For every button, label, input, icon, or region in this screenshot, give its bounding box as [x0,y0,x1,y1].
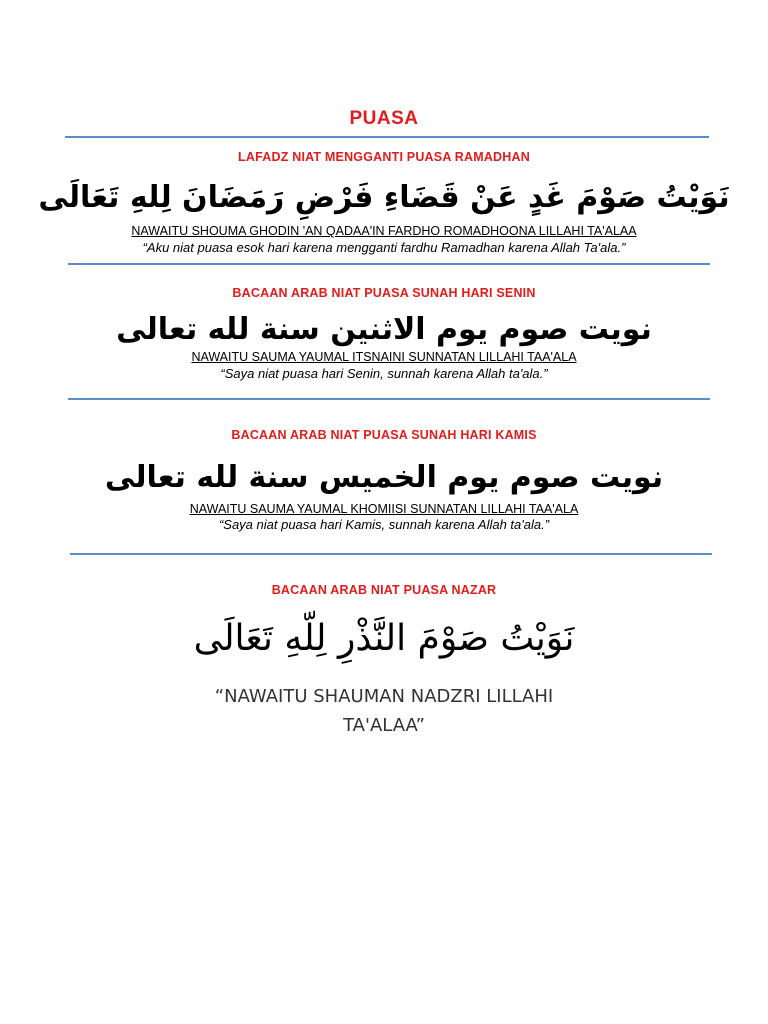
divider [68,398,710,400]
section-heading: BACAAN ARAB NIAT PUASA SUNAH HARI KAMIS [231,428,537,442]
meaning-text: “Saya niat puasa hari Senin, sunnah karena Allah ta'ala.” [220,366,548,381]
meaning-text: “Saya niat puasa hari Kamis, sunnah karena Allah ta'ala.” [218,517,550,532]
latin-transliteration: NAWAITU SAUMA YAUMAL KHOMIISI SUNNATAN LILLAHI TAA'ALA [189,502,579,516]
arabic-text: نويت صوم يوم الاثنين سنة لله تعالى [116,312,652,347]
latin-transliteration: NAWAITU SAUMA YAUMAL ITSNAINI SUNNATAN LILLAHI TAA'ALA [191,350,577,364]
nazar-latin-line-2: TA'ALAA” [343,715,425,736]
section-heading: LAFADZ NIAT MENGGANTI PUASA RAMADHAN [238,150,530,164]
nazar-latin-line-1: “NAWAITU SHAUMAN NADZRI LILLAHI [214,686,554,707]
arabic-text: نويت صوم يوم الخميس سنة لله تعالى [104,460,664,495]
section-heading: BACAAN ARAB NIAT PUASA SUNAH HARI SENIN [232,286,536,300]
meaning-text: “Aku niat puasa esok hari karena mengganti fardhu Ramadhan karena Allah Ta'ala.” [142,240,626,255]
divider [65,136,709,138]
arabic-text: نَوَيْتُ صَوْمَ غَدٍ عَنْ قَضَاءِ فَرْضِ رَمَضَانَ لِلهِ تَعَالَى [38,180,730,215]
divider [68,263,710,265]
section-heading: BACAAN ARAB NIAT PUASA NAZAR [271,583,497,597]
latin-transliteration: NAWAITU SHOUMA GHODIN 'AN QADAA'IN FARDHO ROMADHOONA LILLAHI TA'ALAA [131,224,637,238]
arabic-text: نَوَيْتُ صَوْمَ النَّذْرِ لِلّهِ تَعَالَى [193,618,575,659]
page-title: PUASA [349,108,419,129]
divider [70,553,712,555]
